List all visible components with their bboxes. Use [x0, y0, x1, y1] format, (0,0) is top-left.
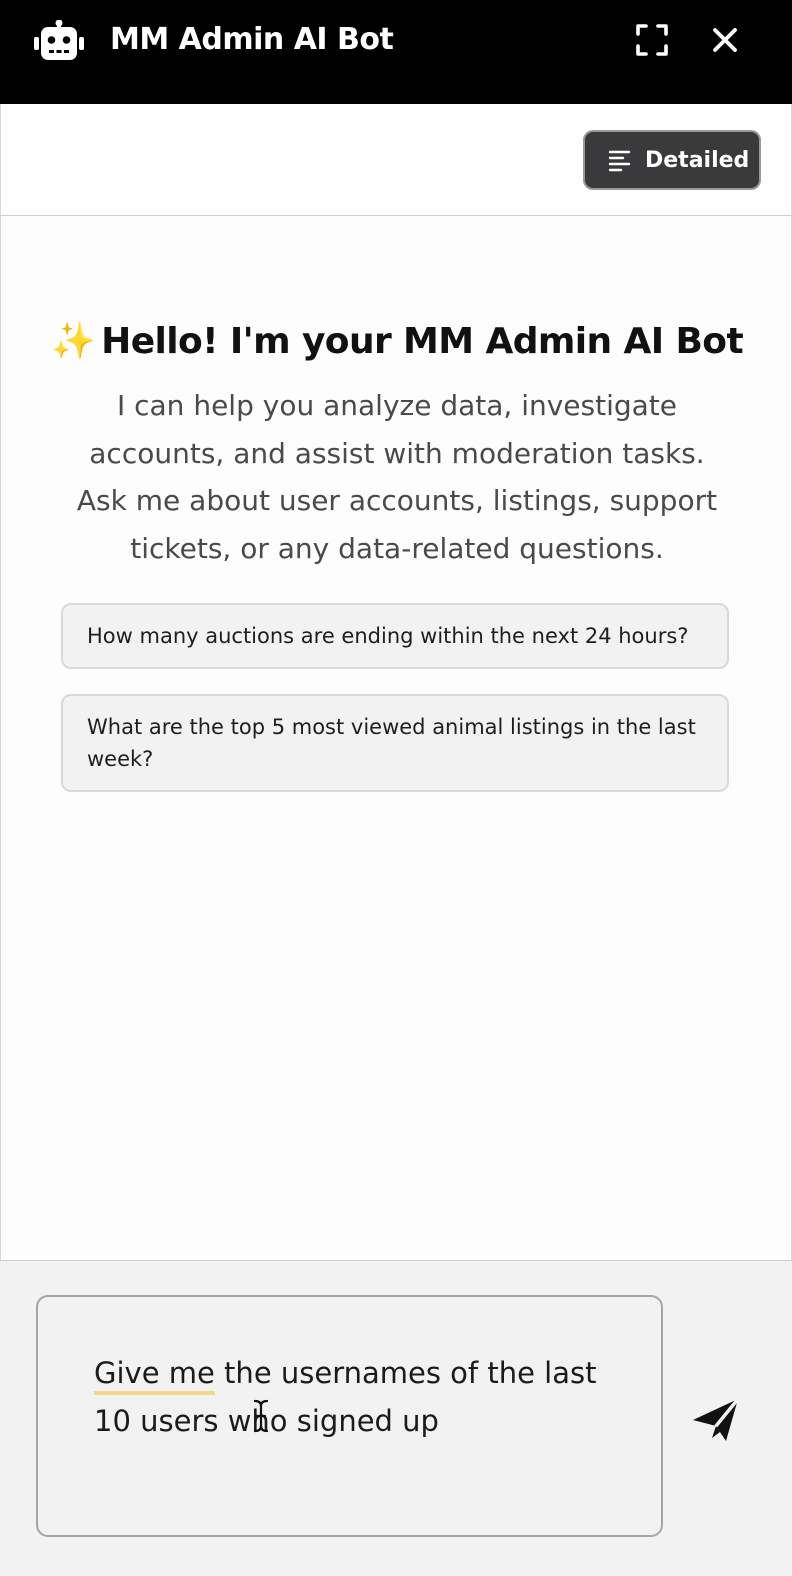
welcome-line: I can help you analyze data, investigate [116, 389, 678, 422]
welcome-line: accounts, and assist with moderation tasks. [89, 436, 705, 470]
spellcheck-word: Give me [94, 1356, 215, 1390]
app-title: MM Admin AI Bot [110, 22, 394, 57]
text-cursor-icon [252, 1398, 270, 1434]
welcome-title-text: Hello! I'm your MM Admin AI Bot [101, 321, 744, 362]
chat-area [0, 216, 792, 1260]
suggestion-chip[interactable]: What are the top 5 most viewed animal listings in the last week? [61, 694, 729, 792]
send-icon[interactable] [690, 1393, 742, 1445]
response-mode-label: Detailed [645, 147, 750, 173]
close-icon[interactable] [707, 22, 743, 58]
welcome-title [1, 320, 792, 362]
suggestion-chip[interactable]: How many auctions are ending within the next 24 hours? [61, 603, 729, 669]
composer [0, 1260, 792, 1576]
welcome-message [61, 382, 733, 572]
robot-icon [34, 20, 84, 62]
header-bar [0, 0, 792, 104]
response-mode-button[interactable] [583, 130, 761, 190]
message-input[interactable] [36, 1295, 663, 1537]
align-left-icon [607, 147, 633, 173]
welcome-line: Ask me about user accounts, listings, support [76, 484, 718, 517]
expand-icon[interactable] [634, 22, 670, 58]
welcome-line: tickets, or any data-related questions. [130, 531, 664, 565]
toolbar [0, 104, 792, 216]
message-input-text: the usernames of the last 10 users who signed up [94, 1356, 597, 1438]
sparkles-icon: ✨ [50, 321, 96, 362]
